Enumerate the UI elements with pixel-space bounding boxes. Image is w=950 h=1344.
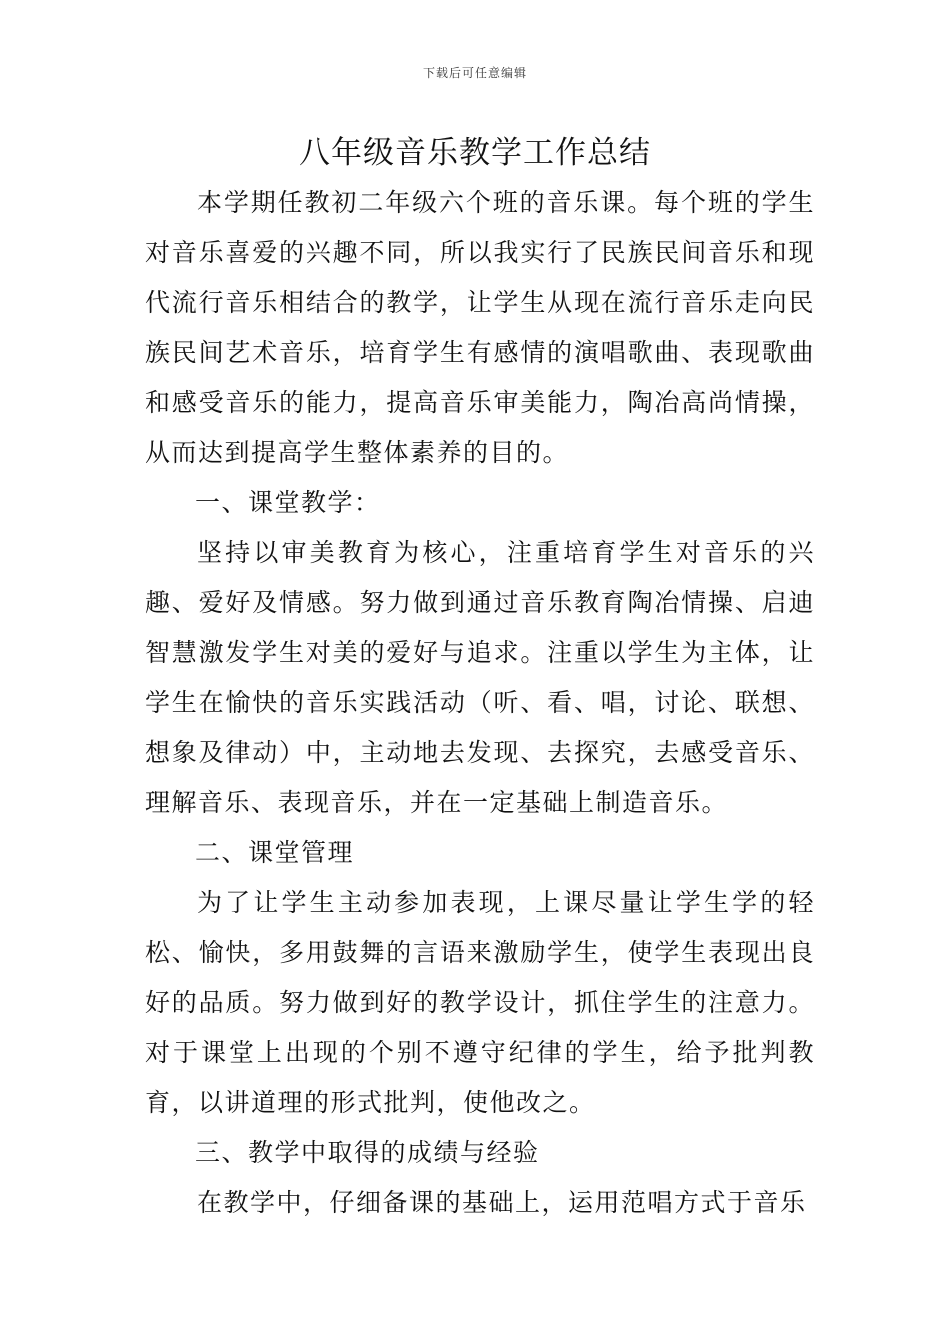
section-heading-3: 三、教学中取得的成绩与经验 bbox=[195, 1138, 540, 1167]
section-paragraph-2: 为了让学生主动参加表现，上课尽量让学生学的轻松、愉快，多用鼓舞的言语来激励学生，使学生表现出良好的品质。努力做到好的教学设计，抓住学生的注意力。对于课堂上出现的个别不遵守纪律的学生，给予批判教育，以讲道理的形式批判，使他改之。 bbox=[145, 888, 815, 1117]
section-paragraph-1: 坚持以审美教育为核心，注重培育学生对音乐的兴趣、爱好及情感。努力做到通过音乐教育陶冶情操、启迪智慧激发学生对美的爱好与追求。注重以学生为主体，让学生在愉快的音乐实践活动（听、看、唱，讨论、联想、想象及律动）中，主动地去发现、去探究，去感受音乐、理解音乐、表现音乐，并在一定基础上制造音乐。 bbox=[145, 538, 815, 817]
document-title: 八年级音乐教学工作总结 bbox=[299, 135, 651, 171]
document-body bbox=[145, 178, 815, 1228]
header-note: 下载后可任意编辑 bbox=[422, 66, 527, 80]
section-heading-2: 二、课堂管理 bbox=[195, 838, 355, 867]
section-paragraph-3: 在教学中，仔细备课的基础上，运用范唱方式于音乐 bbox=[197, 1188, 807, 1217]
section-heading-1: 一、课堂教学： bbox=[195, 488, 381, 517]
intro-paragraph: 本学期任教初二年级六个班的音乐课。每个班的学生对音乐喜爱的兴趣不同，所以我实行了民族民间音乐和现代流行音乐相结合的教学，让学生从现在流行音乐走向民族民间艺术音乐，培育学生有感情的演唱歌曲、表现歌曲和感受音乐的能力，提高音乐审美能力，陶冶高尚情操，从而达到提高学生整体素养的目的。 bbox=[145, 188, 815, 467]
